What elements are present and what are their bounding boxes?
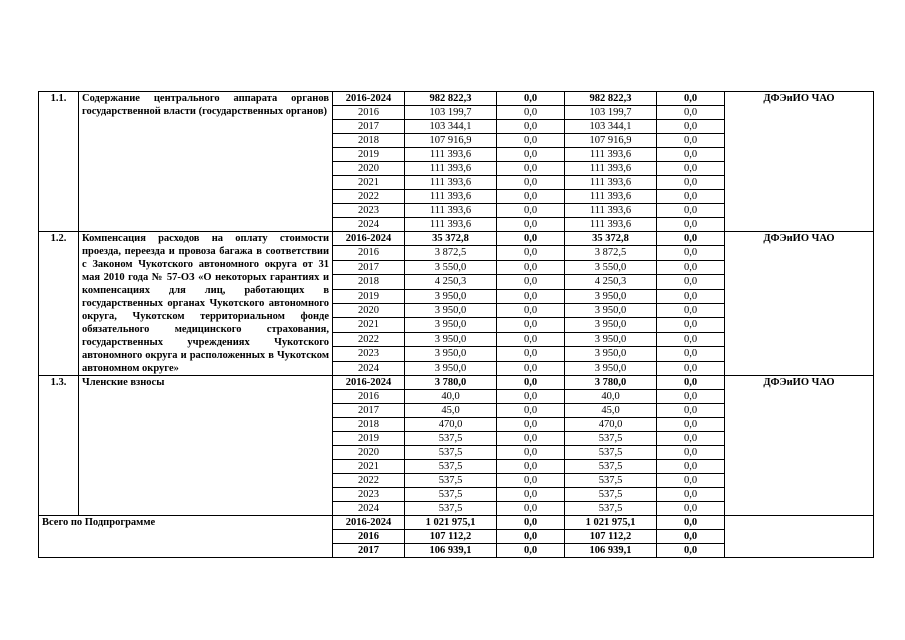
other-cell: 0,0: [657, 218, 725, 232]
period-cell: 2016-2024: [333, 516, 405, 530]
other-cell: 0,0: [657, 474, 725, 488]
table-row: [39, 232, 874, 246]
period-cell: 2016-2024: [333, 232, 405, 246]
other-cell: 0,0: [657, 376, 725, 390]
responsible-org: [725, 516, 874, 558]
regional-cell: 111 393,6: [565, 204, 657, 218]
federal-cell: 0,0: [497, 418, 565, 432]
table-body: [39, 92, 874, 558]
period-cell: 2019: [333, 432, 405, 446]
total-cell: 107 112,2: [405, 530, 497, 544]
other-cell: 0,0: [657, 120, 725, 134]
other-cell: 0,0: [657, 460, 725, 474]
other-cell: 0,0: [657, 404, 725, 418]
total-cell: 537,5: [405, 474, 497, 488]
row-index: 1.3.: [39, 376, 79, 516]
period-cell: 2018: [333, 275, 405, 289]
period-cell: 2024: [333, 361, 405, 375]
total-cell: 111 393,6: [405, 148, 497, 162]
federal-cell: 0,0: [497, 404, 565, 418]
period-cell: 2020: [333, 162, 405, 176]
other-cell: 0,0: [657, 516, 725, 530]
regional-cell: 3 950,0: [565, 347, 657, 361]
row-index: 1.2.: [39, 232, 79, 376]
other-cell: 0,0: [657, 347, 725, 361]
other-cell: 0,0: [657, 318, 725, 332]
other-cell: 0,0: [657, 232, 725, 246]
responsible-org: ДФЭиИО ЧАО: [725, 232, 874, 376]
total-cell: 537,5: [405, 460, 497, 474]
federal-cell: 0,0: [497, 190, 565, 204]
total-label: Всего по Подпрограмме: [39, 516, 333, 558]
regional-cell: 3 950,0: [565, 318, 657, 332]
federal-cell: 0,0: [497, 246, 565, 260]
total-cell: 3 780,0: [405, 376, 497, 390]
regional-cell: 111 393,6: [565, 176, 657, 190]
other-cell: 0,0: [657, 246, 725, 260]
total-cell: 470,0: [405, 418, 497, 432]
total-cell: 111 393,6: [405, 176, 497, 190]
federal-cell: 0,0: [497, 332, 565, 346]
period-cell: 2016-2024: [333, 376, 405, 390]
total-cell: 3 950,0: [405, 347, 497, 361]
federal-cell: 0,0: [497, 289, 565, 303]
regional-cell: 982 822,3: [565, 92, 657, 106]
regional-cell: 537,5: [565, 502, 657, 516]
federal-cell: 0,0: [497, 376, 565, 390]
regional-cell: 537,5: [565, 474, 657, 488]
regional-cell: 103 344,1: [565, 120, 657, 134]
total-cell: 111 393,6: [405, 162, 497, 176]
period-cell: 2021: [333, 460, 405, 474]
regional-cell: 111 393,6: [565, 162, 657, 176]
budget-table: [38, 91, 874, 558]
federal-cell: 0,0: [497, 347, 565, 361]
other-cell: 0,0: [657, 390, 725, 404]
other-cell: 0,0: [657, 190, 725, 204]
federal-cell: 0,0: [497, 544, 565, 558]
period-cell: 2017: [333, 260, 405, 274]
federal-cell: 0,0: [497, 204, 565, 218]
total-cell: 107 916,9: [405, 134, 497, 148]
other-cell: 0,0: [657, 303, 725, 317]
total-cell: 4 250,3: [405, 275, 497, 289]
other-cell: 0,0: [657, 418, 725, 432]
other-cell: 0,0: [657, 488, 725, 502]
other-cell: 0,0: [657, 106, 725, 120]
other-cell: 0,0: [657, 361, 725, 375]
regional-cell: 3 550,0: [565, 260, 657, 274]
other-cell: 0,0: [657, 544, 725, 558]
total-cell: 3 950,0: [405, 318, 497, 332]
regional-cell: 3 950,0: [565, 332, 657, 346]
regional-cell: 3 872,5: [565, 246, 657, 260]
regional-cell: 537,5: [565, 446, 657, 460]
period-cell: 2018: [333, 134, 405, 148]
regional-cell: 3 950,0: [565, 361, 657, 375]
total-cell: 111 393,6: [405, 218, 497, 232]
other-cell: 0,0: [657, 432, 725, 446]
regional-cell: 3 950,0: [565, 303, 657, 317]
period-cell: 2016: [333, 530, 405, 544]
federal-cell: 0,0: [497, 460, 565, 474]
federal-cell: 0,0: [497, 303, 565, 317]
total-cell: 537,5: [405, 502, 497, 516]
period-cell: 2024: [333, 502, 405, 516]
other-cell: 0,0: [657, 204, 725, 218]
period-cell: 2022: [333, 474, 405, 488]
regional-cell: 470,0: [565, 418, 657, 432]
total-cell: 103 344,1: [405, 120, 497, 134]
period-cell: 2021: [333, 176, 405, 190]
regional-cell: 106 939,1: [565, 544, 657, 558]
period-cell: 2020: [333, 446, 405, 460]
regional-cell: 107 112,2: [565, 530, 657, 544]
period-cell: 2016: [333, 246, 405, 260]
federal-cell: 0,0: [497, 260, 565, 274]
other-cell: 0,0: [657, 162, 725, 176]
federal-cell: 0,0: [497, 176, 565, 190]
regional-cell: 35 372,8: [565, 232, 657, 246]
total-cell: 45,0: [405, 404, 497, 418]
other-cell: 0,0: [657, 446, 725, 460]
regional-cell: 107 916,9: [565, 134, 657, 148]
regional-cell: 45,0: [565, 404, 657, 418]
federal-cell: 0,0: [497, 446, 565, 460]
period-cell: 2023: [333, 204, 405, 218]
regional-cell: 537,5: [565, 432, 657, 446]
total-cell: 3 950,0: [405, 289, 497, 303]
federal-cell: 0,0: [497, 92, 565, 106]
total-cell: 111 393,6: [405, 190, 497, 204]
total-cell: 3 950,0: [405, 361, 497, 375]
period-cell: 2019: [333, 148, 405, 162]
regional-cell: 103 199,7: [565, 106, 657, 120]
federal-cell: 0,0: [497, 516, 565, 530]
period-cell: 2024: [333, 218, 405, 232]
federal-cell: 0,0: [497, 275, 565, 289]
federal-cell: 0,0: [497, 530, 565, 544]
activity-name: Компенсация расходов на оплату стоимости проезда, переезда и провоза багажа в соответствии с Законом Чукотского автономного округа от 31 мая 2010 года № 57-ОЗ «О некоторых гарантиях и компенсациях для лиц, работающих в государственных органах Чукотского автономного округа, Чукотском территориальном фонде обязательного медицинского страхования, государственных учреждениях Чукотского автономного округа и расположенных в Чукотском автономном округе»: [79, 232, 333, 376]
federal-cell: 0,0: [497, 120, 565, 134]
regional-cell: 4 250,3: [565, 275, 657, 289]
total-cell: 537,5: [405, 488, 497, 502]
total-row: [39, 516, 874, 530]
federal-cell: 0,0: [497, 488, 565, 502]
period-cell: 2022: [333, 332, 405, 346]
federal-cell: 0,0: [497, 502, 565, 516]
table-row: [39, 376, 874, 390]
other-cell: 0,0: [657, 260, 725, 274]
period-cell: 2022: [333, 190, 405, 204]
regional-cell: 40,0: [565, 390, 657, 404]
other-cell: 0,0: [657, 502, 725, 516]
regional-cell: 3 780,0: [565, 376, 657, 390]
period-cell: 2016: [333, 390, 405, 404]
other-cell: 0,0: [657, 332, 725, 346]
total-cell: 537,5: [405, 446, 497, 460]
other-cell: 0,0: [657, 289, 725, 303]
period-cell: 2018: [333, 418, 405, 432]
federal-cell: 0,0: [497, 474, 565, 488]
total-cell: 3 872,5: [405, 246, 497, 260]
period-cell: 2023: [333, 488, 405, 502]
responsible-org: ДФЭиИО ЧАО: [725, 92, 874, 232]
period-cell: 2016: [333, 106, 405, 120]
total-cell: 106 939,1: [405, 544, 497, 558]
period-cell: 2017: [333, 404, 405, 418]
table-row: [39, 92, 874, 106]
total-cell: 3 550,0: [405, 260, 497, 274]
regional-cell: 1 021 975,1: [565, 516, 657, 530]
total-cell: 982 822,3: [405, 92, 497, 106]
other-cell: 0,0: [657, 92, 725, 106]
federal-cell: 0,0: [497, 390, 565, 404]
federal-cell: 0,0: [497, 134, 565, 148]
period-cell: 2023: [333, 347, 405, 361]
federal-cell: 0,0: [497, 318, 565, 332]
total-cell: 3 950,0: [405, 332, 497, 346]
federal-cell: 0,0: [497, 106, 565, 120]
total-cell: 537,5: [405, 432, 497, 446]
total-cell: 3 950,0: [405, 303, 497, 317]
regional-cell: 111 393,6: [565, 190, 657, 204]
regional-cell: 537,5: [565, 460, 657, 474]
row-index: 1.1.: [39, 92, 79, 232]
other-cell: 0,0: [657, 176, 725, 190]
other-cell: 0,0: [657, 134, 725, 148]
period-cell: 2021: [333, 318, 405, 332]
federal-cell: 0,0: [497, 148, 565, 162]
regional-cell: 537,5: [565, 488, 657, 502]
period-cell: 2020: [333, 303, 405, 317]
federal-cell: 0,0: [497, 218, 565, 232]
total-cell: 103 199,7: [405, 106, 497, 120]
other-cell: 0,0: [657, 530, 725, 544]
regional-cell: 111 393,6: [565, 218, 657, 232]
total-cell: 35 372,8: [405, 232, 497, 246]
regional-cell: 111 393,6: [565, 148, 657, 162]
period-cell: 2016-2024: [333, 92, 405, 106]
total-cell: 111 393,6: [405, 204, 497, 218]
activity-name: Содержание центрального аппарата органов государственной власти (государственных органов): [79, 92, 333, 232]
federal-cell: 0,0: [497, 432, 565, 446]
federal-cell: 0,0: [497, 162, 565, 176]
other-cell: 0,0: [657, 275, 725, 289]
responsible-org: ДФЭиИО ЧАО: [725, 376, 874, 516]
period-cell: 2019: [333, 289, 405, 303]
period-cell: 2017: [333, 544, 405, 558]
federal-cell: 0,0: [497, 232, 565, 246]
total-cell: 40,0: [405, 390, 497, 404]
regional-cell: 3 950,0: [565, 289, 657, 303]
activity-name: Членские взносы: [79, 376, 333, 516]
period-cell: 2017: [333, 120, 405, 134]
total-cell: 1 021 975,1: [405, 516, 497, 530]
other-cell: 0,0: [657, 148, 725, 162]
federal-cell: 0,0: [497, 361, 565, 375]
